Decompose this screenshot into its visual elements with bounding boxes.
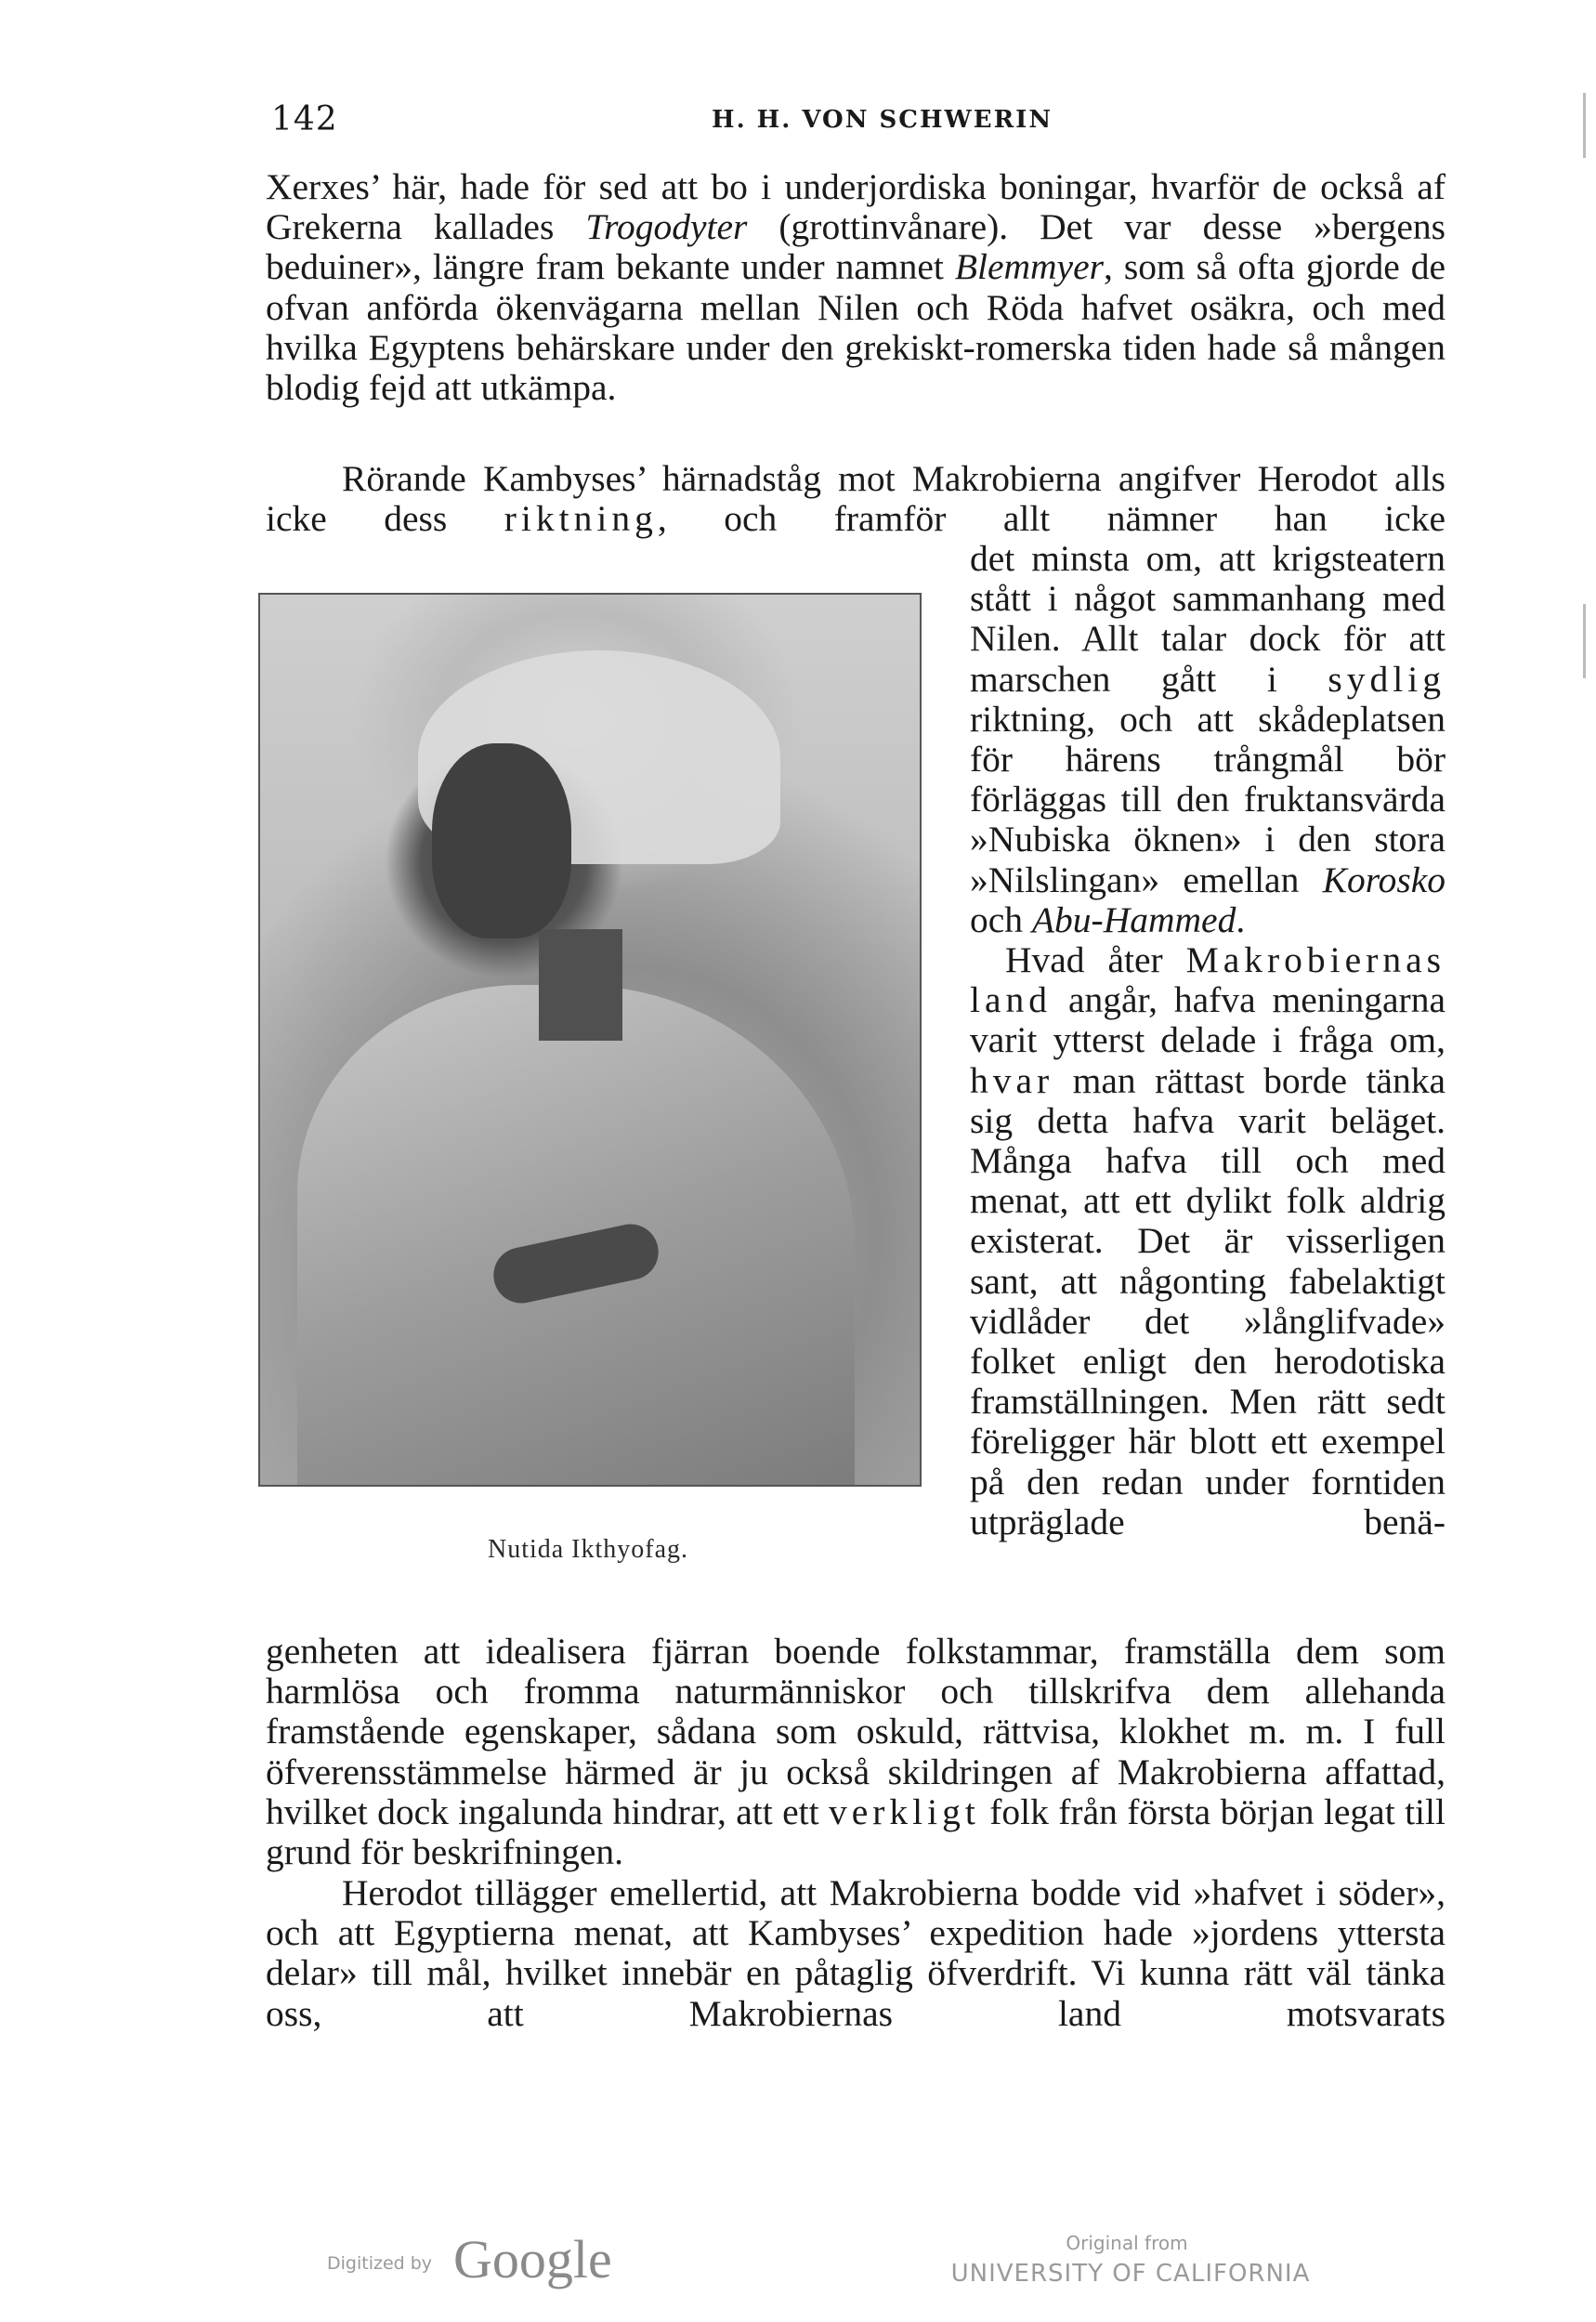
- portrait-photo: [258, 593, 922, 1487]
- paragraph-4: Herodot tillägger emellertid, att Makrobierna bodde vid »hafvet i söder», och att Egyptierna menat, att Kambyses’ expedition hade »jordens yttersta delar» till mål, hvilket innebär en påtaglig öfverdrift. Vi kunna rätt väl tänka oss, att Makrobiernas land motsvarats: [266, 1872, 1446, 2034]
- paragraph-3-narrow: Hvad åter Makrobiernas land angår, hafva meningarna varit ytterst delade i fråga om, hvar man rättast borde tänka sig detta hafva varit beläget. Många hafva till och med menat, att ett dylikt folk aldrig existerat. Det är visserligen sant, att någonting fabelaktigt vidlåder det »långlifvade» folket enligt den herodotiska framställningen. Men rätt sedt föreligger här blott ett exempel på den redan under forntiden utpräglade benä-: [970, 939, 1446, 1542]
- figure-caption: Nutida Ikthyofag.: [487, 1535, 689, 1564]
- google-logo: Google: [453, 2229, 612, 2289]
- paragraph-2-full: Rörande Kambyses’ härnadståg mot Makrobierna angifver Herodot alls icke dess riktning, och framför allt nämner han icke: [266, 458, 1446, 540]
- running-head: H. H. VON SCHWERIN: [712, 106, 1053, 134]
- narrow-column: [970, 539, 1446, 1542]
- original-from-label: Original from: [1066, 2232, 1188, 2254]
- paragraph-3-full: genheten att idealisera fjärran boende folkstammar, framställa dem som harmlösa och fromma naturmänniskor och tillskrifva dem allehanda framstående egenskaper, sådana som oskuld, rättvisa, klokhet m. m. I full öfverensstämmelse härmed är ju också skildringen af Makrobierna affattad, hvilket dock ingalunda hindrar, att ett verkligt folk från första början legat till grund för beskrifningen.: [266, 1631, 1446, 1873]
- figure-neck: [539, 929, 622, 1041]
- paragraph-2-narrow: det minsta om, att krigsteatern stått i något sammanhang med Nilen. Allt talar dock för att marschen gått i sydlig riktning, och att skådeplatsen för härens trångmål bör förläggas till den fruktansvärda »Nubiska öknen» i den stora »Nilslingan» emellan Korosko och Abu-Hammed.: [970, 538, 1446, 940]
- university-label: UNIVERSITY OF CALIFORNIA: [950, 2260, 1311, 2288]
- scan-edge-mark: [1583, 604, 1586, 678]
- paragraph-1: Xerxes’ här, hade för sed att bo i underjordiska boningar, hvarför de också af Grekerna kallades Trogodyter (grottinvånare). Det var desse »bergens beduiner», längre fram bekante under namnet Blemmyer, som så ofta gjorde de ofvan anförda ökenvägarna mellan Nilen och Röda hafvet osäkra, och med hvilka Egyptens behärskare under den grekiskt-romerska tiden hade så mången blodig fejd att utkämpa.: [266, 166, 1446, 409]
- figure-head: [432, 743, 571, 938]
- page-number: 142: [271, 100, 338, 138]
- scan-edge-mark: [1583, 93, 1586, 158]
- digitized-by-label: Digitized by: [327, 2253, 433, 2274]
